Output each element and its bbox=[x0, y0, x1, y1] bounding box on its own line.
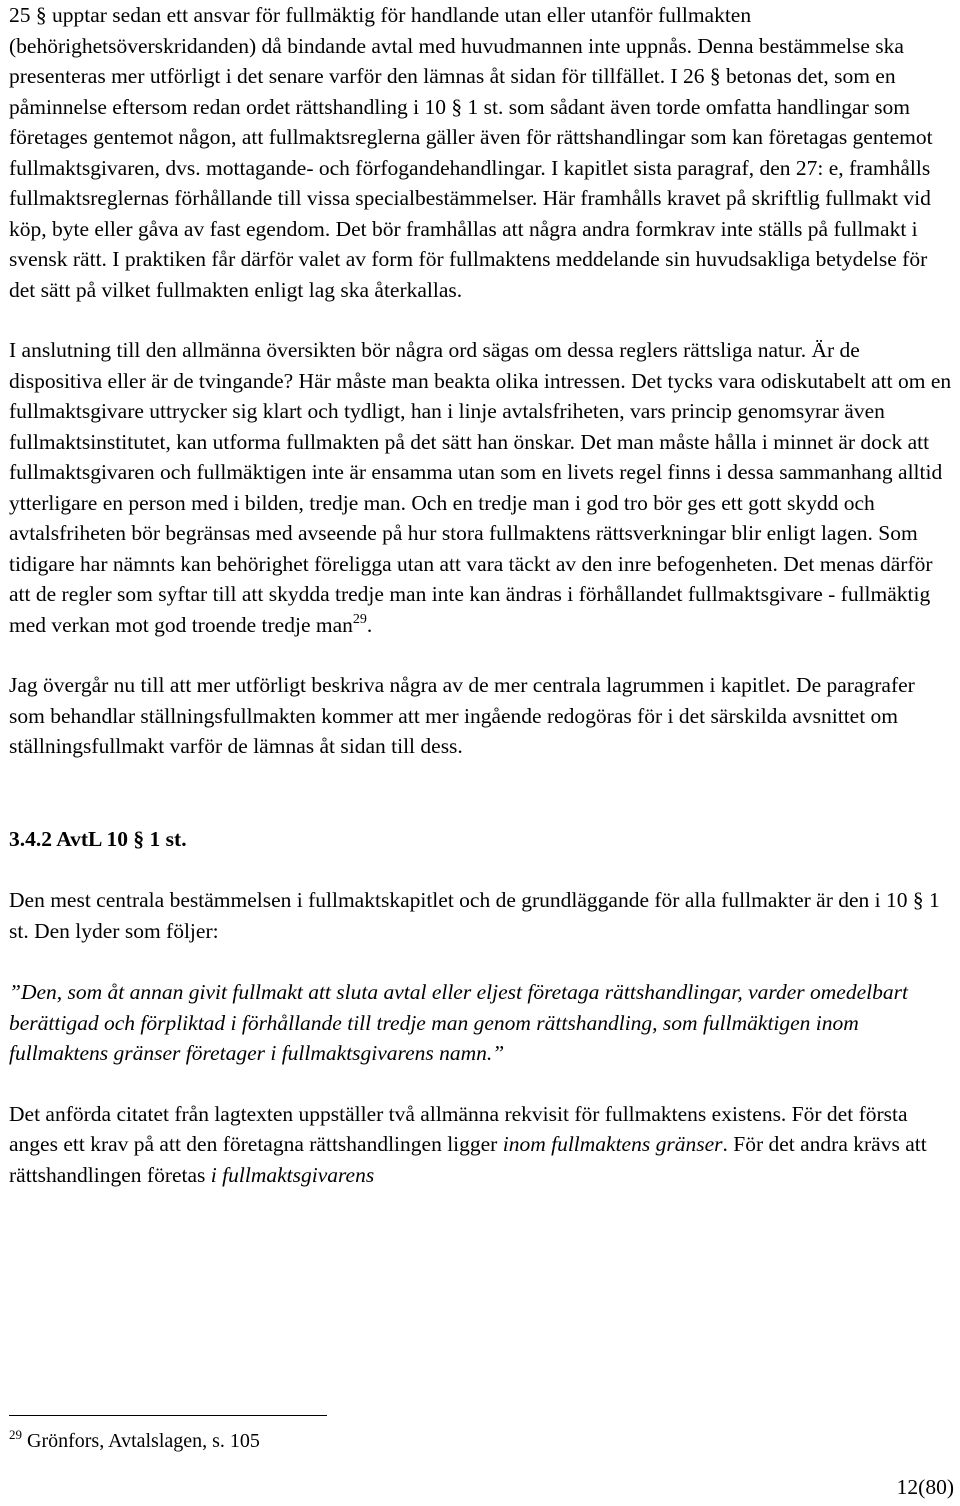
footnote-number: 29 bbox=[9, 1427, 22, 1442]
paragraph-4: Den mest centrala bestämmelsen i fullmaktskapitlet och de grundläggande för alla fullmakter är den i 10 § 1 st. Den lyder som följer: bbox=[9, 888, 940, 943]
section-heading: 3.4.2 AvtL 10 § 1 st. bbox=[9, 826, 187, 851]
statute-quote: ”Den, som åt annan givit fullmakt att sluta avtal eller eljest företaga rättshandlingar, varder omedelbart berättigad och förpliktad i förhållande till tredje man genom rättshandling, som fullmäktigen inom fullmaktens gränser företager i fullmaktsgivarens namn.” bbox=[9, 980, 908, 1065]
paragraph-2 bbox=[9, 335, 954, 640]
paragraph-5-text-b: . För det andra krävs att rättshandlingen företas bbox=[9, 1132, 927, 1187]
footnote-text: Grönfors, Avtalslagen, s. 105 bbox=[22, 1430, 260, 1452]
paragraph-5-emphasis-1: inom fullmaktens gränser bbox=[502, 1132, 723, 1156]
paragraph-5-text-a: Det anförda citatet från lagtexten uppställer två allmänna rekvisit för fullmaktens existens. För det första anges ett krav på att den företagna rättshandlingen ligger bbox=[9, 1101, 908, 1156]
paragraph-2-text: I anslutning till den allmänna översikten bör några ord sägas om dessa reglers rättsliga natur. Är de dispositiva eller är de tvingande? Här måste man beakta olika intressen. Det tycks vara odiskutabelt att om en fullmaktsgivare uttrycker sig klart och tydligt, han i linje avtalsfriheten, vars princip genomsyrar även fullmaktsinstitutet, kan utforma fullmakten på det sätt han önskar. Det man måste hålla i minnet är dock att fullmaktsgivaren och fullmäktigen inte är ensamma utan som en livets regel finns i dessa sammanhang alltid ytterligare en person med i bilden, tredje man. Och en tredje man i god tro bör ges ett gott skydd och avtalsfriheten bör begränsas med avseende på hur stora fullmaktens rättsverkningar blir enligt lagen. Som tidigare har nämnts kan behörighet föreligga utan att vara täckt av den inre befogenheten. Det menas därför att de regler som syftar till att skydda tredje man inte kan ändras i förhållandet fullmaktsgivare - fullmäktig med verkan mot god troende tredje man bbox=[9, 338, 952, 637]
footnote-reference: 29 bbox=[352, 611, 367, 627]
page-number: 12(80) bbox=[896, 1475, 954, 1499]
paragraph-1: 25 § upptar sedan ett ansvar för fullmäktig för handlande utan eller utanför fullmakten (behörighetsöverskridanden) då bindande avtal med huvudmannen inte uppnås. Denna bestämmelse ska presenteras mer utförligt i det senare varför den lämnas åt sidan för tillfället. I 26 § betonas det, som en påminnelse eftersom redan ordet rättshandling i 10 § 1 st. som sådant även torde omfatta handlingar som företages gentemot någon, att fullmaktsreglerna gäller även för rättshandlingar som kan företagas gentemot fullmaktsgivaren, dvs. mottagande- och förfogandehandlingar. I kapitlet sista paragraf, den 27: e, framhålls fullmaktsreglernas förhållande till vissa specialbestämmelser. Här framhålls kravet på skriftlig fullmakt vid köp, byte eller gåva av fast egendom. Det bör framhållas att några andra formkrav inte ställs på fullmakt i svensk rätt. I praktiken får därför valet av form för fullmaktens meddelande sin huvudsakliga betydelse för det sätt på vilket fullmakten enligt lag ska återkallas. bbox=[9, 3, 933, 302]
document-page bbox=[9, 0, 954, 1190]
paragraph-3: Jag övergår nu till att mer utförligt beskriva några av de mer centrala lagrummen i kapitlet. De paragrafer som behandlar ställningsfullmakten kommer att mer ingående redogöras för i det särskilda avsnittet om ställningsfullmakt varför de lämnas åt sidan till dess. bbox=[9, 673, 915, 758]
footnote-divider bbox=[9, 1415, 327, 1416]
paragraph-2-end: . bbox=[366, 612, 373, 637]
footnote bbox=[9, 1428, 260, 1454]
paragraph-5-emphasis-2: i fullmaktsgivarens bbox=[210, 1162, 375, 1187]
paragraph-5 bbox=[9, 1099, 954, 1191]
